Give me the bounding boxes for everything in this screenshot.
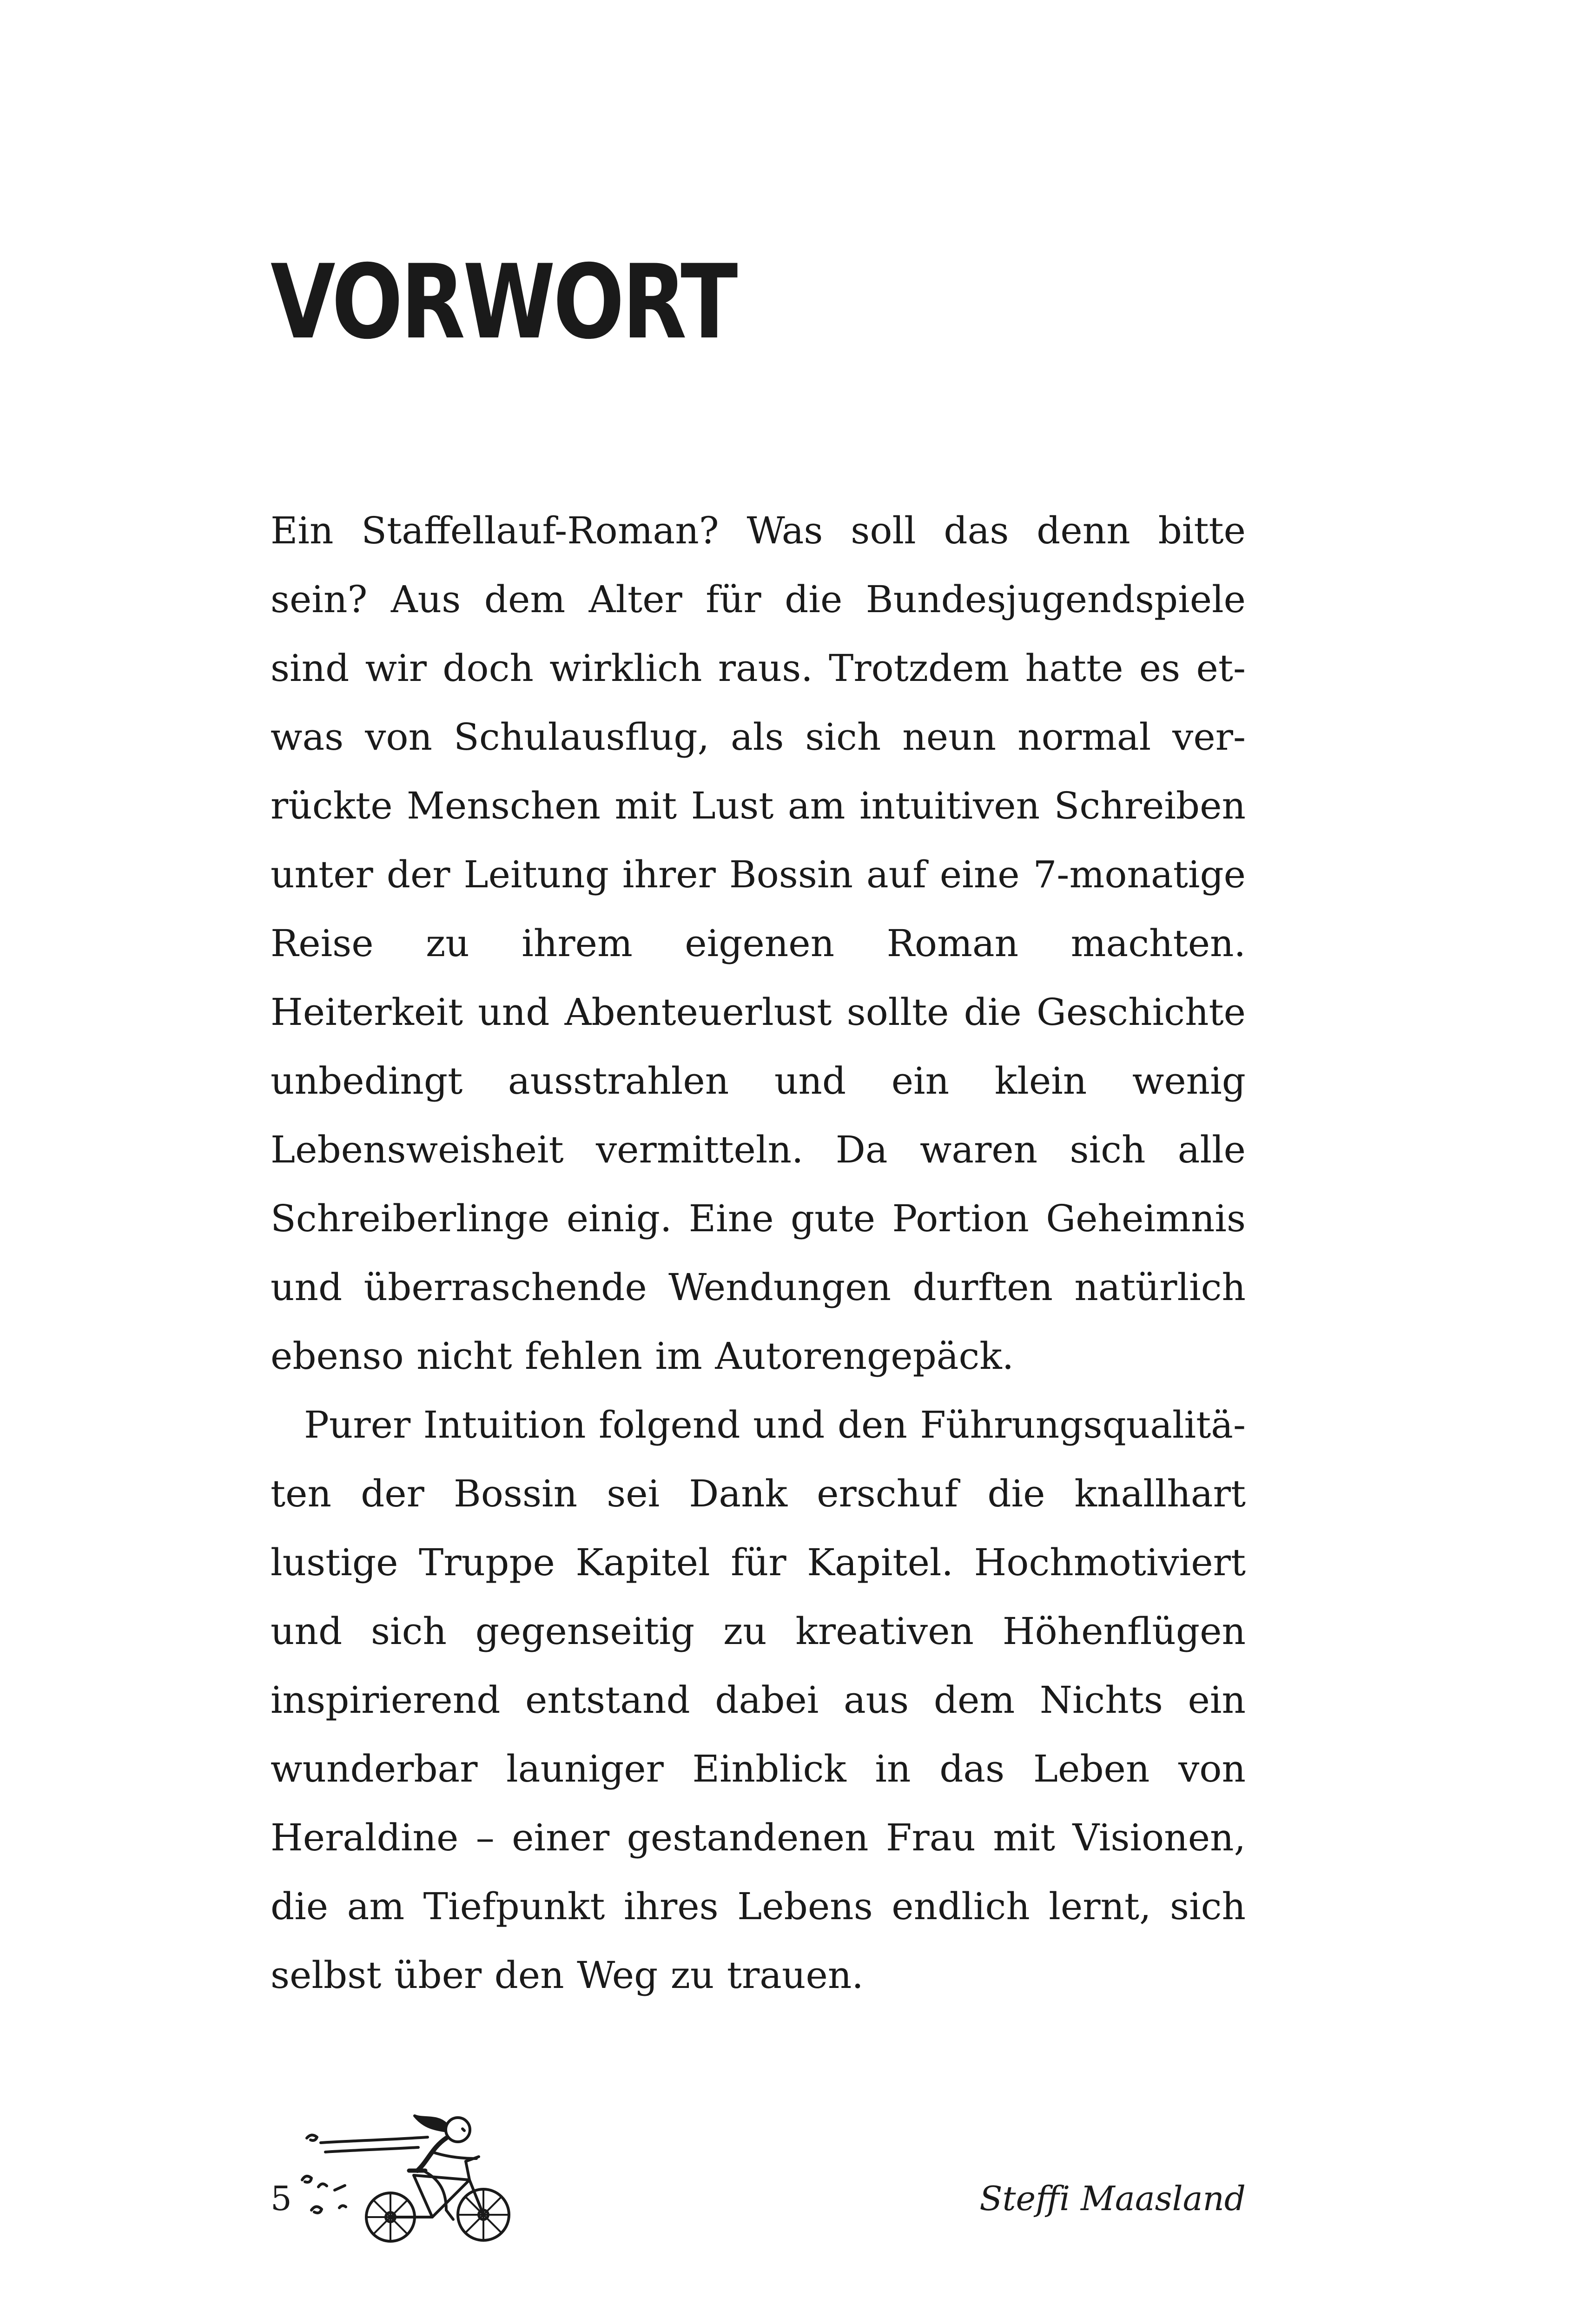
author-name: Steffi Maasland xyxy=(979,2179,1246,2218)
girl-on-bicycle-icon xyxy=(293,2110,525,2250)
chapter-heading: VORWORT xyxy=(271,243,736,362)
page-number: 5 xyxy=(271,2179,292,2218)
paragraph-1: Ein Staffellauf-Roman? Was soll das denn bitte sein? Aus dem Alter für die Bundesjugendspiele sind wir doch wirklich raus. Trotzdem hatte es etwas von Schulausflug, als sich neun normal verrückte Menschen mit Lust am intuitiven Schreiben unter der Leitung ihrer Bossin auf eine 7-monatige Reise zu ihrem eigenen Roman machten. Heiterkeit und Abenteuerlust sollte die Geschichte unbedingt ausstrahlen und ein klein wenig Lebensweisheit vermitteln. Da waren sich alle Schreiberlinge einig. Eine gute Portion Geheimnis und überraschende Wendungen durften natürlich ebenso nicht fehlen im Autorengepäck. xyxy=(271,509,1246,1378)
paragraph-2: Purer Intuition folgend und den Führungsqualitäten der Bossin sei Dank erschuf die knallhart lustige Truppe Kapitel für Kapitel. Hochmotiviert und sich gegenseitig zu kreativen Höhenflügen inspirierend entstand dabei aus dem Nichts ein wunderbar launiger Einblick in das Leben von Heraldine – einer gestandenen Frau mit Visionen, die am Tiefpunkt ihres Lebens endlich lernt, sich selbst über den Weg zu trauen. xyxy=(271,1403,1246,1997)
body-text xyxy=(271,496,1246,2010)
